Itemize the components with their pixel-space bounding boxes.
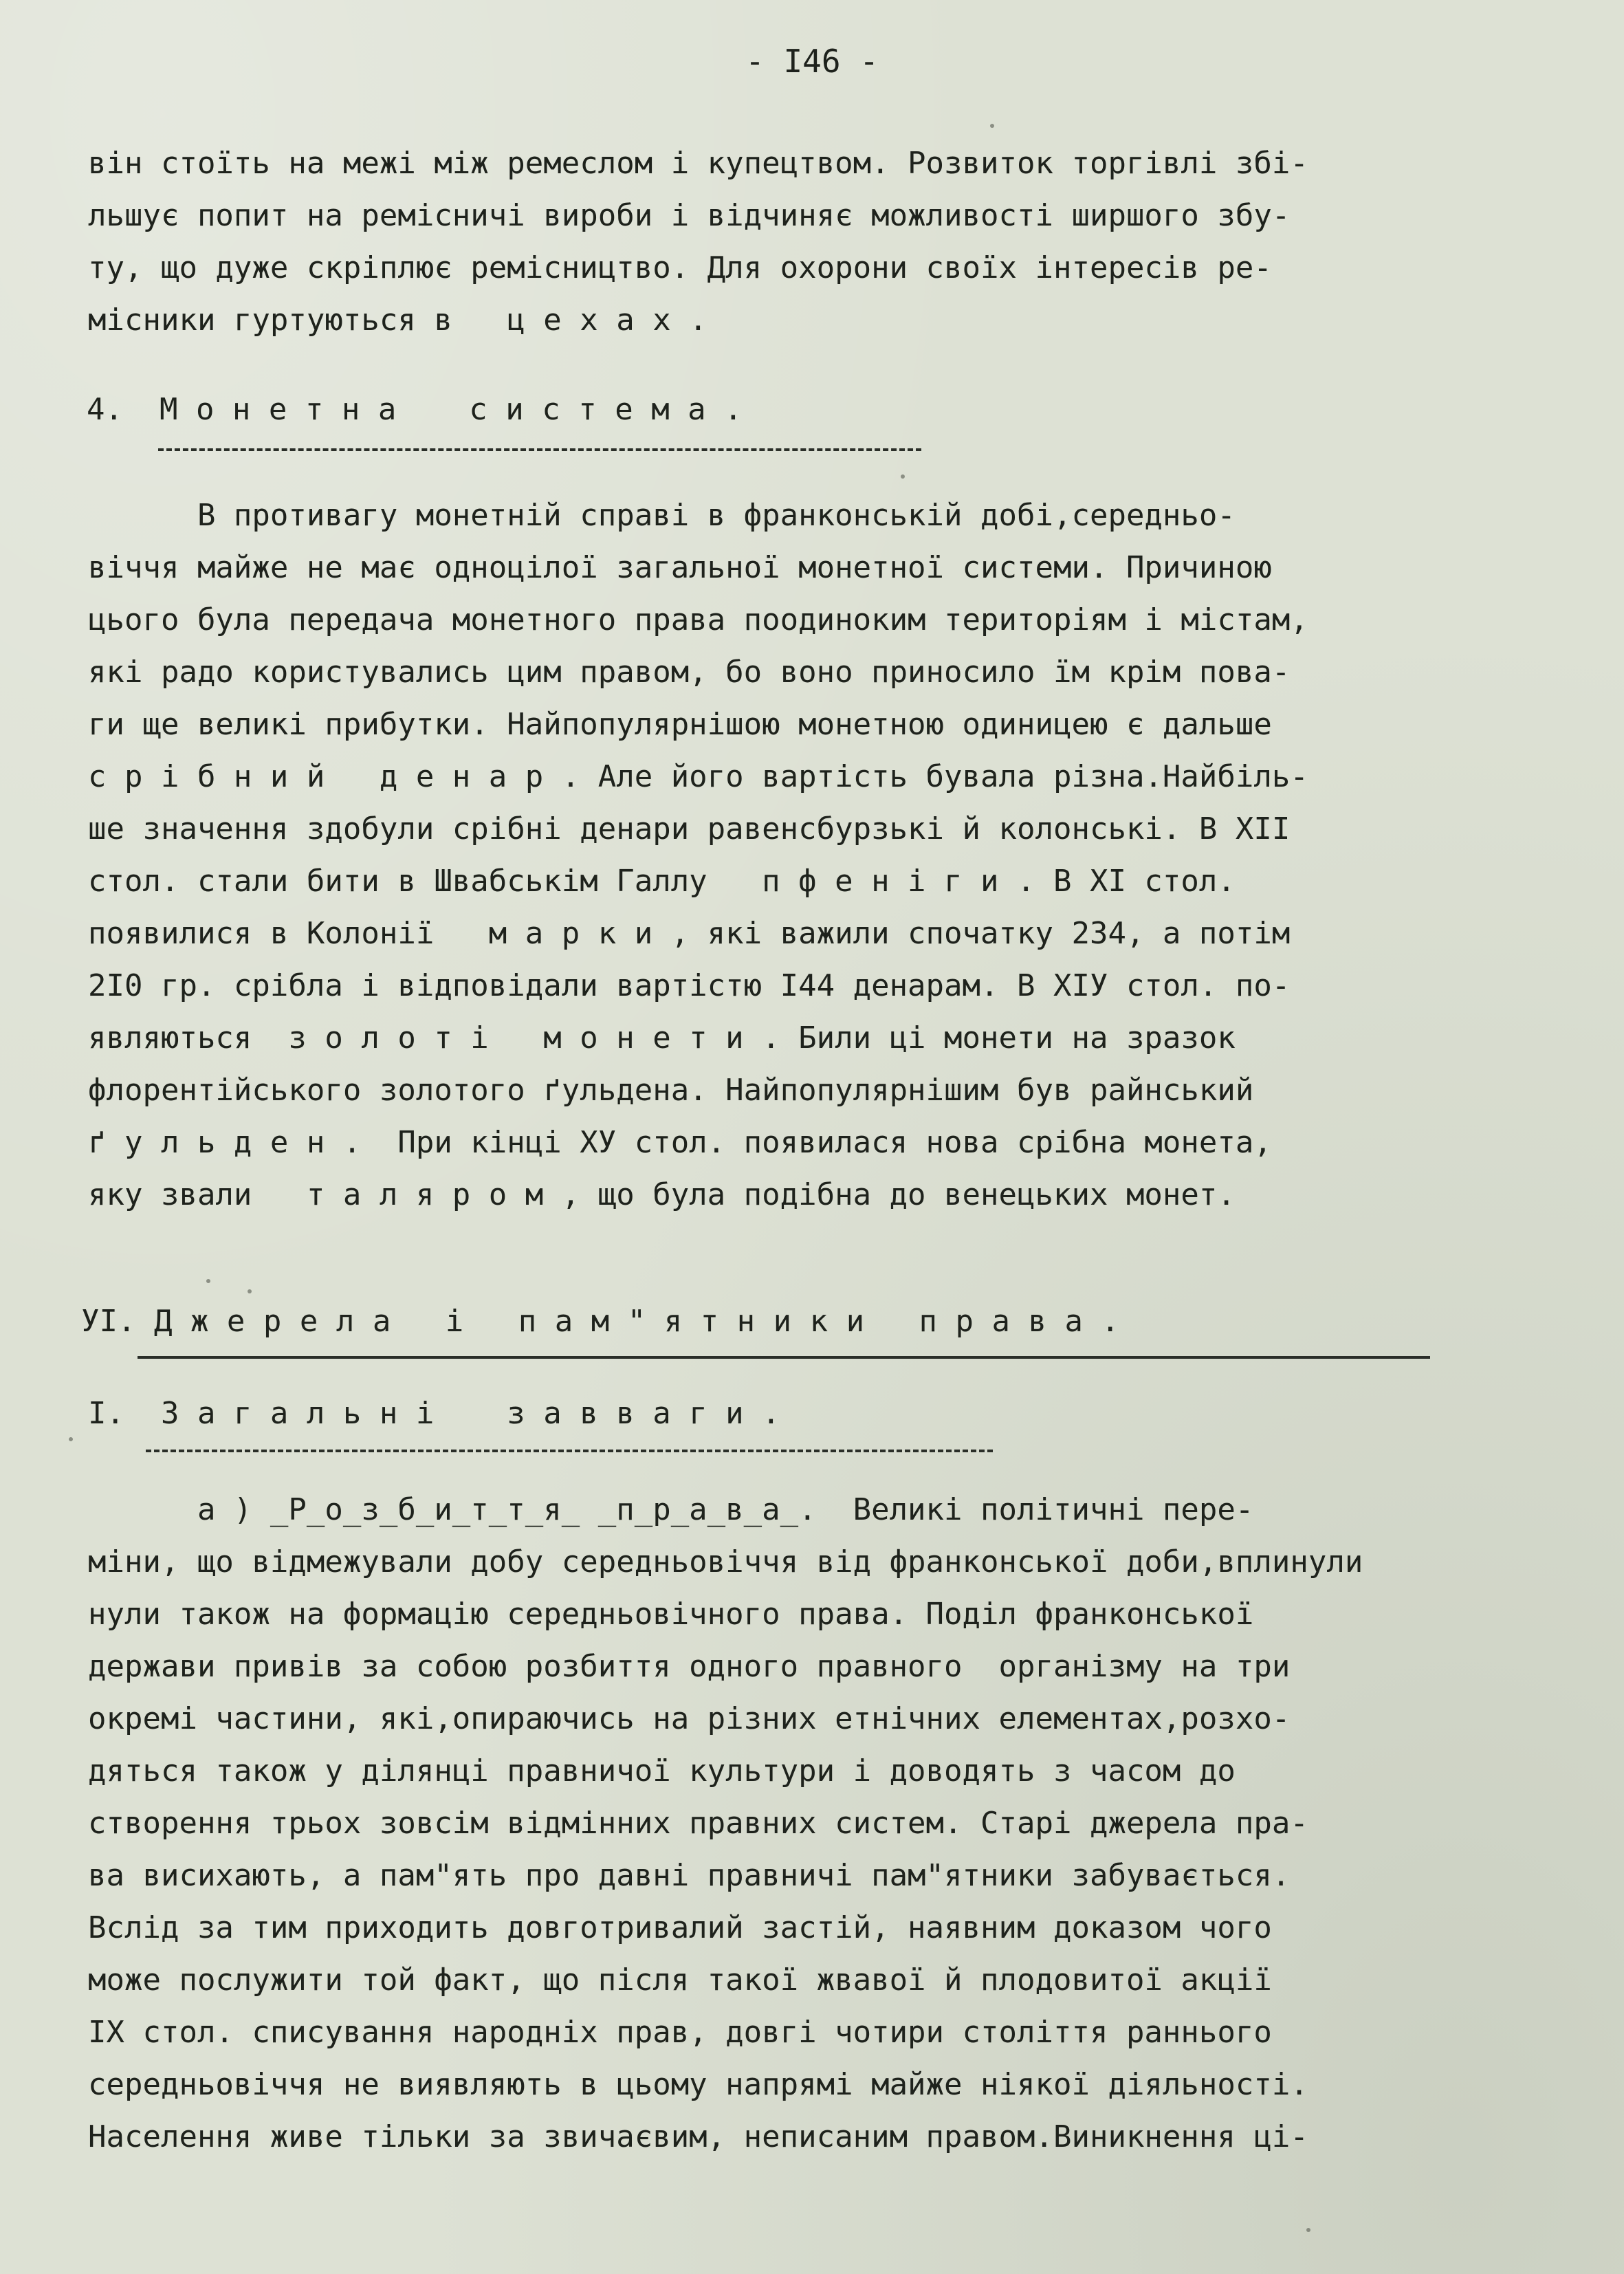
scan-speck bbox=[206, 1279, 210, 1283]
body-line: середньовіччя не виявляють в цьому напрямі майже ніякої діяльності. bbox=[88, 2067, 1308, 2102]
body-line: с р і б н и й д е н а р . Але його вартість бувала різна.Найбіль- bbox=[88, 759, 1308, 794]
body-line: стол. стали бити в Швабськім Галлу п ф е н і г и . В XI стол. bbox=[88, 864, 1236, 899]
body-line: являються з о л о т і м о н е т и . Били ці монети на зразок bbox=[88, 1020, 1236, 1056]
intro-line: льшує попит на ремісничі вироби і відчиняє можливості ширшого збу- bbox=[88, 198, 1291, 233]
body-line: цього була передача монетного права поодиноким територіям і містам, bbox=[88, 602, 1308, 637]
body-line: окремі частини, які,опираючись на різних етнічних елементах,розхо- bbox=[88, 1701, 1291, 1736]
body-line: а ) _Р_о_з_б_и_т_т_я_ _п_р_а_в_а_. Великі політичні пере- bbox=[88, 1492, 1254, 1527]
body-line: віччя майже не має одноцілої загальної монетної системи. Причиною bbox=[88, 550, 1272, 585]
page-number: - I46 - bbox=[745, 43, 879, 80]
scan-speck bbox=[1306, 2228, 1310, 2232]
body-line: міни, що відмежували добу середньовіччя від франконської доби,вплинули bbox=[88, 1544, 1363, 1579]
body-line: В противагу монетній справі в франконській добі,середньо- bbox=[88, 498, 1236, 533]
section-heading-monetary-system: 4. М о н е т н а с и с т е м а . bbox=[87, 392, 743, 427]
body-line: дяться також у ділянці правничої культури і доводять з часом до bbox=[88, 1753, 1236, 1789]
body-line: нули також на формацію середньовічного права. Поділ франконської bbox=[88, 1597, 1254, 1632]
body-line: ше значення здобули срібні денари равенсбурзькі й колонські. В XII bbox=[88, 811, 1291, 846]
chapter-heading-underline bbox=[138, 1356, 1430, 1359]
body-line: флорентійського золотого ґульдена. Найпопулярнішим був райнський bbox=[88, 1073, 1254, 1108]
chapter-heading-sources-of-law: УІ. Д ж е р е л а і п а м " я т н и к и п р а в а . bbox=[81, 1304, 1119, 1339]
body-line: Населення живе тільки за звичаєвим, неписаним правом.Виникнення ці- bbox=[88, 2119, 1308, 2154]
body-line: яку звали т а л я р о м , що була подібна до венецьких монет. bbox=[88, 1177, 1236, 1212]
intro-line: місники гуртуються в ц е х а х . bbox=[88, 303, 707, 338]
scan-speck bbox=[990, 124, 994, 128]
body-line: появилися в Колонії м а р к и , які важили спочатку 234, а потім bbox=[88, 916, 1291, 951]
body-line: ґ у л ь д е н . При кінці XУ стол. появилася нова срібна монета, bbox=[88, 1125, 1272, 1160]
body-line: ги ще великі прибутки. Найпопулярнішою монетною одиницею є дальше bbox=[88, 707, 1272, 742]
section-heading-underline bbox=[158, 448, 921, 451]
intro-line: ту, що дуже скріплює ремісництво. Для охорони своїх інтересів ре- bbox=[88, 250, 1272, 285]
body-line: які радо користувались цим правом, бо воно приносило їм крім пова- bbox=[88, 655, 1291, 690]
body-line: створення трьох зовсім відмінних правних систем. Старі джерела пра- bbox=[88, 1806, 1308, 1841]
body-line: ва висихають, а пам"ять про давні правничі пам"ятники забувається. bbox=[88, 1858, 1291, 1893]
body-line: держави привів за собою розбиття одного правного організму на три bbox=[88, 1649, 1291, 1684]
section-heading-underline bbox=[146, 1450, 993, 1452]
body-line: Вслід за тим приходить довготривалий застій, наявним доказом чого bbox=[88, 1910, 1272, 1945]
intro-line: він стоїть на межі між ремеслом і купецтвом. Розвиток торгівлі збі- bbox=[88, 146, 1308, 181]
body-line: може послужити той факт, що після такої жвавої й плодовитої акції bbox=[88, 1963, 1272, 1998]
scan-speck bbox=[901, 474, 905, 479]
scan-speck bbox=[69, 1437, 73, 1441]
body-line: 2I0 гр. срібла і відповідали вартістю I44 денарам. В XIУ стол. по- bbox=[88, 968, 1291, 1003]
scan-speck bbox=[248, 1289, 252, 1293]
section-heading-general-remarks: І. З а г а л ь н і з а в в а г и . bbox=[88, 1396, 780, 1431]
body-line: IX стол. списування народніх прав, довгі чотири століття раннього bbox=[88, 2015, 1272, 2050]
